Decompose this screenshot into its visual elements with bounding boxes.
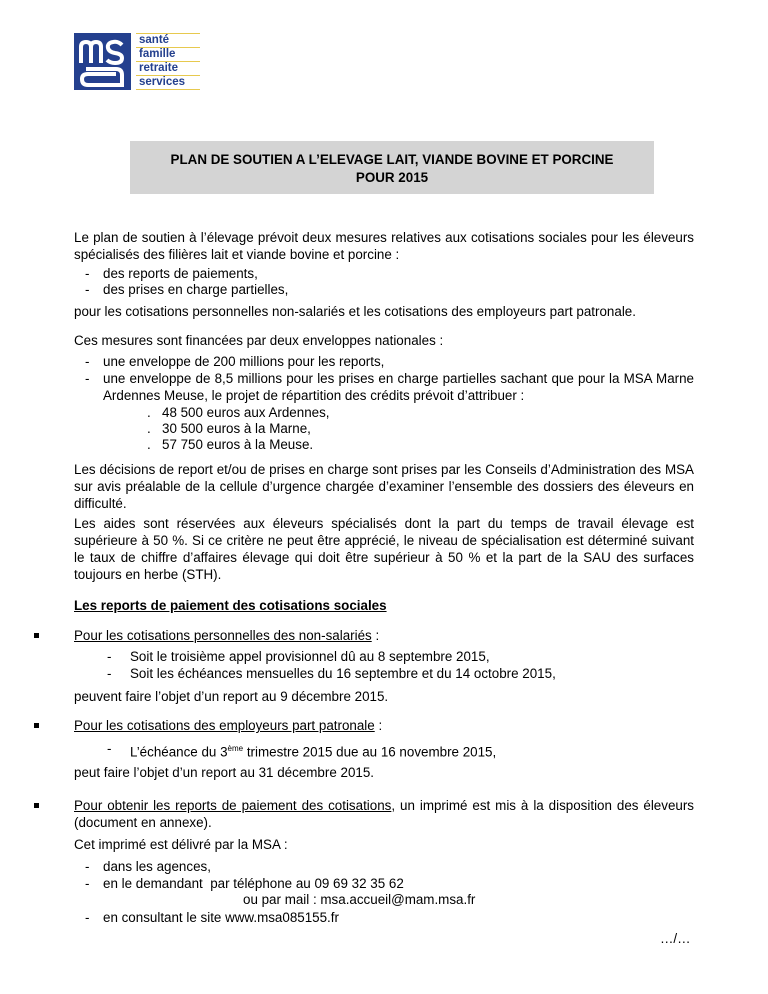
obtain-item: dans les agences,: [103, 859, 211, 874]
aids-paragraph: Les aides sont réservées aux éleveurs spécialisés dont la part du temps de travail élevage est supérieure à 50 %. Si ce critère ne peut être apprécié, le niveau de spécialisation est déterminé suivant le taux de chiffre d’affaires élevage qui doit être supérieur à 50 % et la part de la SAU des surfaces toujours en herbe (STH).: [74, 516, 694, 582]
decisions-paragraph: Les décisions de report et/ou de prises en charge sont prises par les Conseils d’Administration des MSA sur avis préalable de la cellule d’urgence chargée d’examiner l’ensemble des dossiers des éleveurs en difficulté.: [74, 462, 694, 511]
continuation-mark: …/…: [660, 931, 691, 946]
msa-logo-words: [136, 33, 200, 90]
intro-item: des prises en charge partielles,: [103, 282, 289, 297]
dash-marker: -: [107, 666, 112, 681]
employers-heading-colon: :: [374, 718, 383, 733]
employers-item-pre: L’échéance du 3: [130, 744, 228, 760]
funding-subitem: 57 750 euros à la Meuse.: [162, 437, 314, 452]
employers-heading-line: [74, 717, 694, 734]
employers-item-post: trimestre 2015 due au 16 novembre 2015,: [243, 744, 497, 760]
funding-subitem: 30 500 euros à la Marne,: [162, 421, 311, 436]
personal-heading-colon: :: [371, 628, 380, 643]
obtain-heading: Pour obtenir les reports de paiement des cotisations: [74, 798, 392, 813]
personal-item: Soit le troisième appel provisionnel dû au 8 septembre 2015,: [130, 649, 490, 664]
personal-heading: Pour les cotisations personnelles des non-salariés: [74, 628, 372, 643]
personal-heading-line: [74, 627, 694, 644]
obtain-item: ou par mail : msa.accueil@mam.msa.fr: [243, 892, 476, 907]
bullet-marker: [34, 633, 39, 638]
dash-marker: -: [85, 282, 90, 297]
dash-marker: -: [85, 266, 90, 281]
document-title-box: [130, 141, 654, 194]
employers-item-sup: ème: [227, 744, 244, 753]
obtain-delivered: Cet imprimé est délivré par la MSA :: [74, 837, 288, 852]
funding-paragraph: Ces mesures sont financées par deux enveloppes nationales :: [74, 333, 444, 348]
personal-item: Soit les échéances mensuelles du 16 septembre et du 14 octobre 2015,: [130, 666, 556, 681]
funding-subitem: 48 500 euros aux Ardennes,: [162, 405, 330, 420]
personal-after: peuvent faire l’objet d’un report au 9 décembre 2015.: [74, 689, 389, 704]
bullet-marker: [34, 723, 39, 728]
document-title-line2: POUR 2015: [355, 170, 429, 185]
msa-logo-mark: [74, 33, 131, 90]
dot-marker: .: [147, 421, 151, 436]
bullet-marker: [34, 803, 39, 808]
obtain-item: en consultant le site www.msa085155.fr: [103, 910, 339, 925]
document-title-line1: PLAN DE SOUTIEN A L’ELEVAGE LAIT, VIANDE BOVINE ET PORCINE: [170, 152, 614, 167]
logo-word-services: services: [139, 76, 186, 88]
dash-marker: -: [85, 354, 90, 369]
obtain-rest: , un imprimé est mis à la disposition des éleveurs (document en annexe).: [74, 798, 694, 830]
msa-logo: [74, 33, 200, 90]
obtain-item: en le demandant par téléphone au 09 69 32 35 62: [103, 876, 404, 891]
logo-word-retraite: retraite: [139, 62, 178, 74]
logo-word-famille: famille: [139, 48, 176, 60]
dash-marker: -: [85, 876, 90, 891]
dash-marker: -: [85, 910, 90, 925]
msa-logo-glyph: [74, 33, 131, 90]
dash-marker: -: [107, 649, 112, 664]
intro-paragraph: Le plan de soutien à l’élevage prévoit deux mesures relatives aux cotisations sociales pour les éleveurs spécialisés des filières lait et viande bovine et porcine :: [74, 230, 694, 262]
employers-heading: Pour les cotisations des employeurs part patronale: [74, 718, 375, 733]
section-heading: Les reports de paiement des cotisations sociales: [74, 598, 387, 613]
funding-item: une enveloppe de 8,5 millions pour les prises en charge partielles sachant que pour la MSA Marne Ardennes Meuse, le projet de répartition des crédits prévoit d’attribuer :: [103, 371, 694, 403]
obtain-paragraph: [74, 797, 694, 831]
dash-marker: -: [85, 371, 90, 386]
dash-marker: -: [107, 741, 112, 756]
dot-marker: .: [147, 437, 151, 452]
intro-item: des reports de paiements,: [103, 266, 258, 281]
employers-after: peut faire l’objet d’un report au 31 décembre 2015.: [74, 765, 375, 780]
employers-item: [130, 740, 496, 760]
dot-marker: .: [147, 405, 151, 420]
dash-marker: -: [85, 859, 90, 874]
funding-item: une enveloppe de 200 millions pour les reports,: [103, 354, 385, 369]
logo-divider: [136, 89, 200, 90]
logo-word-sante: santé: [139, 34, 170, 46]
intro-after: pour les cotisations personnelles non-salariés et les cotisations des employeurs part patronale.: [74, 304, 636, 319]
